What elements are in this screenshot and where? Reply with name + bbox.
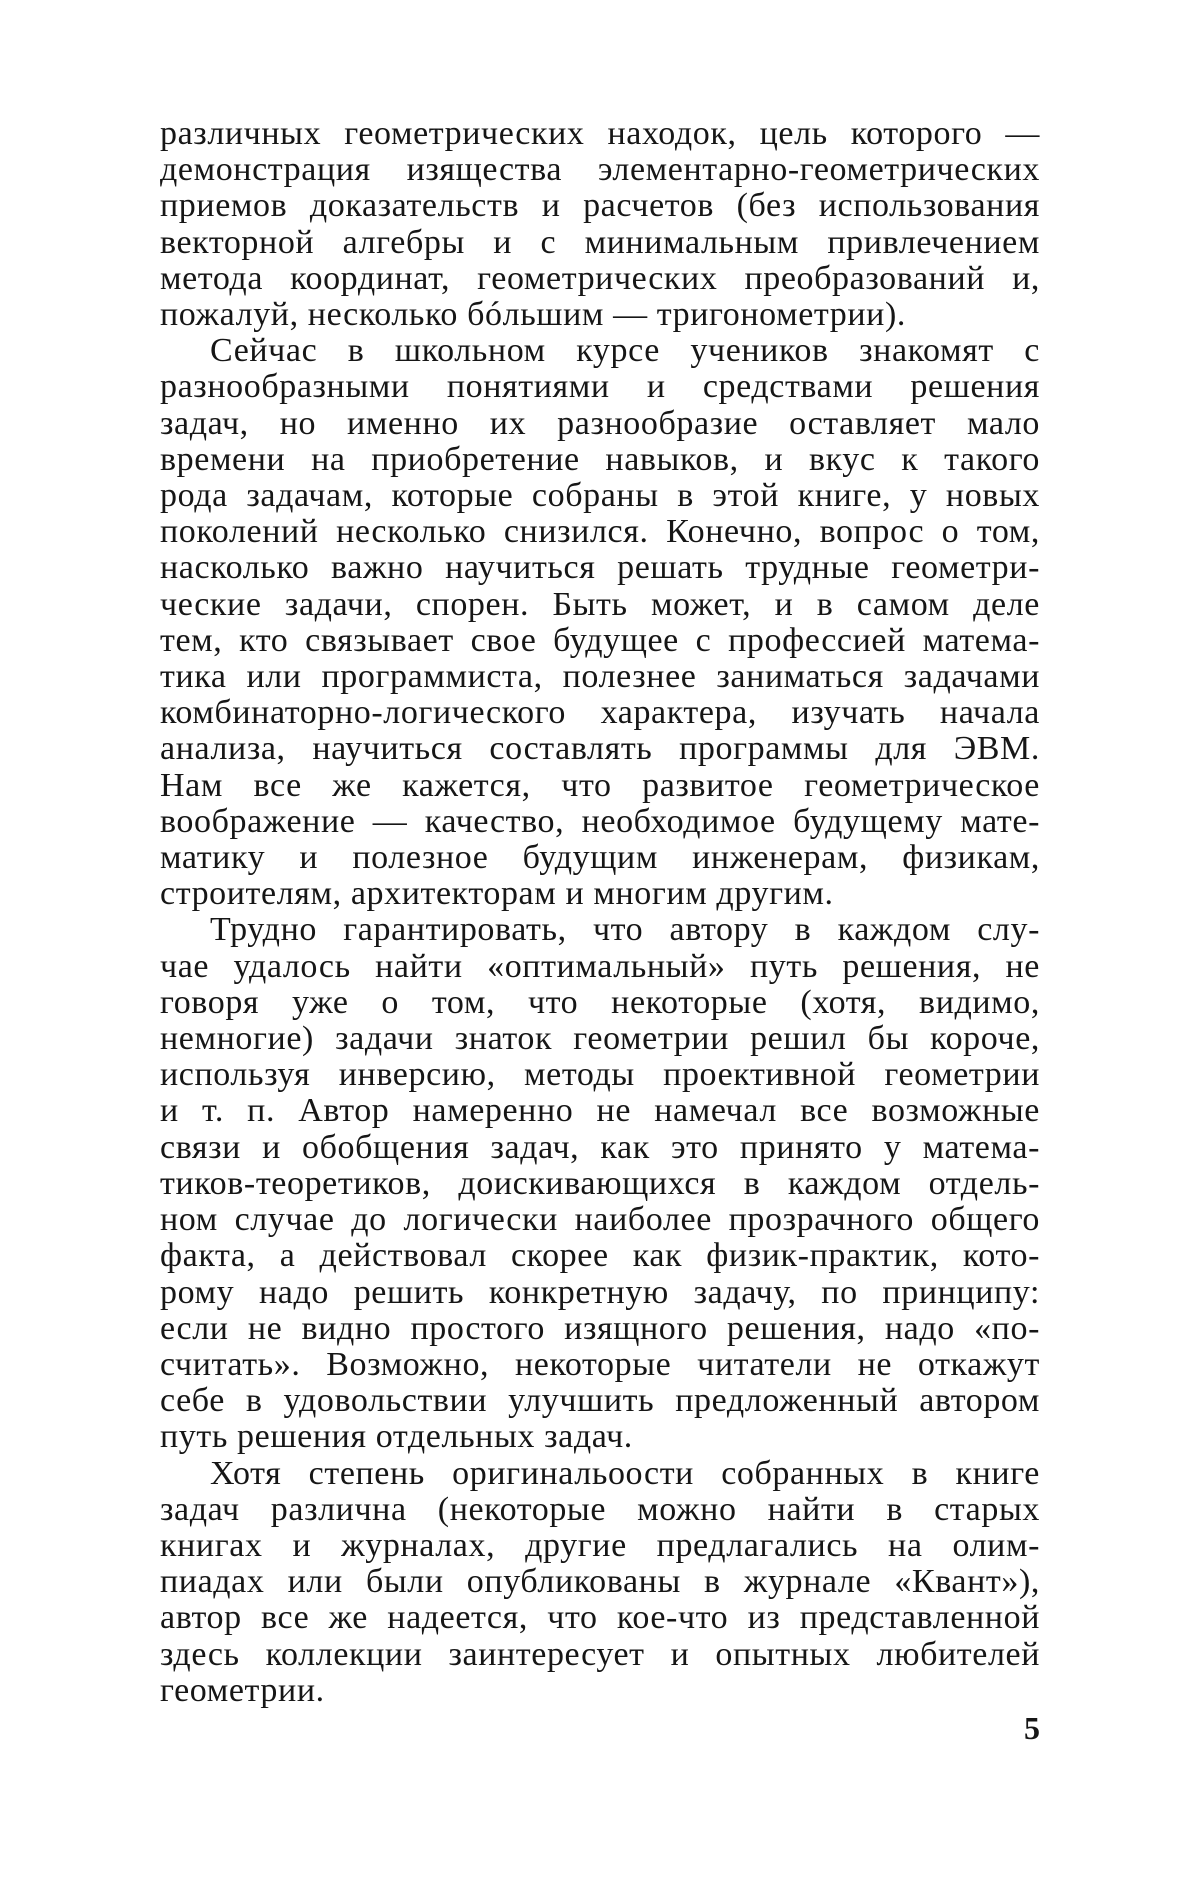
text-line: книгах и журналах, другие предлагались на олим-	[160, 1526, 1040, 1564]
paragraph-4	[160, 1456, 1040, 1709]
page-number: 5	[1024, 1710, 1040, 1746]
text-line: комбинаторно-логического характера, изучать начала	[160, 694, 1040, 732]
text-line: различных геометрических находок, цель которого —	[160, 115, 1040, 152]
text-line: автор все же надеется, что кое-что из представленной	[160, 1599, 1040, 1637]
text-line: векторной алгебры и с минимальным привлечением	[160, 223, 1040, 261]
text-line: анализа, научиться составлять программы для ЭВМ.	[160, 730, 1040, 768]
text-line: тика или программиста, полезнее заниматься задачами	[160, 658, 1040, 696]
paragraph-3	[160, 912, 1040, 1455]
text-line: связи и обобщения задач, как это принято у матема-	[160, 1128, 1040, 1166]
text-line: задач различна (некоторые можно найти в старых	[160, 1490, 1040, 1528]
text-line: Сейчас в школьном курсе учеников знакомят с	[210, 332, 1040, 370]
text-line: себе в удовольствии улучшить предложенный автором	[160, 1382, 1040, 1420]
text-line: ном случае до логически наиболее прозрачного общего	[160, 1201, 1040, 1239]
text-line: пожалуй, несколько бóльшим — тригонометрии).	[160, 296, 906, 334]
text-line: пиадах или были опубликованы в журнале «Квант»),	[160, 1563, 1040, 1601]
text-line: Трудно гарантировать, что автору в каждом слу-	[210, 911, 1040, 949]
text-line: используя инверсию, методы проективной геометрии	[160, 1056, 1040, 1094]
text-line: рому надо решить конкретную задачу, по принципу:	[160, 1273, 1040, 1311]
text-line: воображение — качество, необходимое будущему мате-	[160, 802, 1040, 840]
text-line: поколений несколько снизился. Конечно, вопрос о том,	[160, 513, 1040, 551]
text-line: чае удалось найти «оптимальный» путь решения, не	[160, 947, 1040, 985]
text-line: геометрии.	[160, 1671, 325, 1709]
text-line: приемов доказательств и расчетов (без использования	[160, 187, 1040, 225]
text-line: рода задачам, которые собраны в этой книге, у новых	[160, 477, 1040, 515]
text-line: говоря уже о том, что некоторые (хотя, видимо,	[160, 983, 1040, 1021]
page-text-body	[160, 116, 1040, 1709]
text-line: и т. п. Автор намеренно не намечал все возможные	[160, 1092, 1040, 1130]
paragraph-2	[160, 333, 1040, 912]
text-line: задач, но именно их разнообразие оставляет мало	[160, 404, 1040, 442]
text-line: насколько важно научиться решать трудные геометри-	[160, 549, 1040, 587]
text-line: немногие) задачи знаток геометрии решил бы короче,	[160, 1020, 1040, 1058]
text-line: Хотя степень оригинальоости собранных в книге	[210, 1454, 1040, 1492]
text-line: тем, кто связывает свое будущее с профессией матема-	[160, 621, 1040, 659]
text-line: факта, а действовал скорее как физик-практик, кото-	[160, 1237, 1040, 1275]
text-line: если не видно простого изящного решения, надо «по-	[160, 1309, 1040, 1347]
text-line: здесь коллекции заинтересует и опытных любителей	[160, 1635, 1040, 1673]
text-line: путь решения отдельных задач.	[160, 1418, 633, 1456]
text-line: времени на приобретение навыков, и вкус к такого	[160, 440, 1040, 478]
text-line: Нам все же кажется, что развитое геометрическое	[160, 766, 1040, 804]
text-line: метода координат, геометрических преобразований и,	[160, 259, 1040, 297]
text-line: разнообразными понятиями и средствами решения	[160, 368, 1040, 406]
text-line: ческие задачи, спорен. Быть может, и в самом деле	[160, 585, 1040, 623]
text-line: матику и полезное будущим инженерам, физикам,	[160, 839, 1040, 877]
text-line: считать». Возможно, некоторые читатели не откажут	[160, 1345, 1040, 1383]
paragraph-1	[160, 116, 1040, 333]
text-line: строителям, архитекторам и многим другим.	[160, 875, 834, 913]
text-line: демонстрация изящества элементарно-геометрических	[160, 151, 1040, 189]
text-line: тиков-теоретиков, доискивающихся в каждом отдель-	[160, 1164, 1040, 1202]
